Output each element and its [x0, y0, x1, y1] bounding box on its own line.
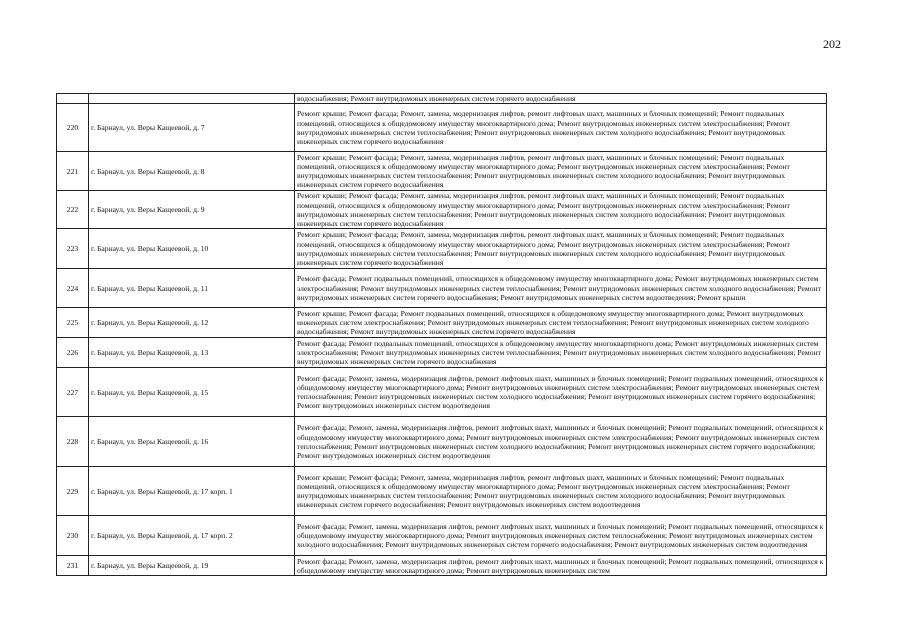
row-works: Ремонт крыши; Ремонт фасада; Ремонт, замена, модернизация лифтов, ремонт лифтовых шахт, машинных и блочных помещений; Ремонт подвальных помещений, относящихся к общедомовому имуществу многоквартирного дома; Ремонт внутридомовых инженерных систем электроснабжения; Ремонт внутридомовых инженерных систем теплоснабжения; Ремонт внутридомовых инженерных систем холодного водоснабжения; Ремонт внутридомовых инженерных систем горячего водоснабжения; Ремонт внутридомовых инженерных систем водоотведения: [295, 467, 827, 516]
table-row: [57, 269, 827, 308]
row-address: г. Барнаул, ул. Веры Кащеевой, д. 7: [89, 104, 295, 152]
row-number: 229: [57, 467, 89, 516]
row-address: г. Барнаул, ул. Веры Кащеевой, д. 17 корп. 2: [89, 516, 295, 556]
row-address: г. Барнаул, ул. Веры Кащеевой, д. 13: [89, 338, 295, 368]
row-address: г. Барнаул, ул. Веры Кащеевой, д. 19: [89, 556, 295, 576]
table-row: [57, 556, 827, 576]
row-works: Ремонт фасада; Ремонт подвальных помещений, относящихся к общедомовому имуществу многоквартирного дома; Ремонт внутридомовых инженерных систем электроснабжения; Ремонт внутридомовых инженерных систем теплоснабжения; Ремонт внутридомовых инженерных систем холодного водоснабжения; Ремонт внутридомовых инженерных систем горячего водоснабжения; Ремонт внутридомовых инженерных систем водоотведения; Ремонт крыши: [295, 269, 827, 308]
row-works: Ремонт фасада; Ремонт, замена, модернизация лифтов, ремонт лифтовых шахт, машинных и блочных помещений; Ремонт подвальных помещений, относящихся к общедомовому имуществу многоквартирного дома; Ремонт внутридомовых инженерных систем электроснабжения; Ремонт внутридомовых инженерных систем теплоснабжения; Ремонт внутридомовых инженерных систем холодного водоснабжения; Ремонт внутридомовых инженерных систем горячего водоснабжения; Ремонт внутридомовых инженерных систем водоотведения: [295, 417, 827, 467]
row-works: Ремонт крыши; Ремонт фасада; Ремонт, замена, модернизация лифтов, ремонт лифтовых шахт, машинных и блочных помещений; Ремонт подвальных помещений, относящихся к общедомовому имуществу многоквартирного дома; Ремонт внутридомовых инженерных систем электроснабжения; Ремонт внутридомовых инженерных систем теплоснабжения; Ремонт внутридомовых инженерных систем холодного водоснабжения; Ремонт внутридомовых инженерных систем горячего водоснабжения: [295, 104, 827, 152]
row-address: г. Барнаул, ул. Веры Кащеевой, д. 17 корп. 1: [89, 467, 295, 516]
row-address: [89, 94, 295, 104]
table-row: [57, 104, 827, 152]
row-number: 227: [57, 368, 89, 417]
repair-register-table: [56, 93, 827, 576]
row-works: Ремонт фасада; Ремонт, замена, модернизация лифтов, ремонт лифтовых шахт, машинных и блочных помещений; Ремонт подвальных помещений, относящихся к общедомовому имуществу многоквартирного дома; Ремонт внутридомовых инженерных систем: [295, 556, 827, 576]
row-number: 230: [57, 516, 89, 556]
row-address: г. Барнаул, ул. Веры Кащеевой, д. 15: [89, 368, 295, 417]
row-works: Ремонт крыши; Ремонт фасада; Ремонт, замена, модернизация лифтов, ремонт лифтовых шахт, машинных и блочных помещений; Ремонт подвальных помещений, относящихся к общедомовому имуществу многоквартирного дома; Ремонт внутридомовых инженерных систем электроснабжения; Ремонт внутридомовых инженерных систем теплоснабжения; Ремонт внутридомовых инженерных систем холодного водоснабжения; Ремонт внутридомовых инженерных систем горячего водоснабжения: [295, 152, 827, 191]
row-address: г. Барнаул, ул. Веры Кащеевой, д. 11: [89, 269, 295, 308]
table-row: [57, 467, 827, 516]
table-row: [57, 368, 827, 417]
row-number: 220: [57, 104, 89, 152]
row-address: г. Барнаул, ул. Веры Кащеевой, д. 16: [89, 417, 295, 467]
row-number: 228: [57, 417, 89, 467]
row-works: Ремонт крыши; Ремонт фасада; Ремонт подвальных помещений, относящихся к общедомовому имуществу многоквартирного дома; Ремонт внутридомовых инженерных систем электроснабжения; Ремонт внутридомовых инженерных систем теплоснабжения; Ремонт внутридомовых инженерных систем холодного водоснабжения; Ремонт внутридомовых инженерных систем горячего водоснабжения: [295, 308, 827, 338]
row-number: 223: [57, 229, 89, 269]
row-works: водоснабжения; Ремонт внутридомовых инженерных систем горячего водоснабжения: [295, 94, 827, 104]
row-number: 224: [57, 269, 89, 308]
table-row: [57, 94, 827, 104]
table-row: [57, 152, 827, 191]
row-address: г. Барнаул, ул. Веры Кащеевой, д. 10: [89, 229, 295, 269]
row-number: 231: [57, 556, 89, 576]
table-row: [57, 417, 827, 467]
table-row: [57, 516, 827, 556]
row-works: Ремонт фасада; Ремонт подвальных помещений, относящихся к общедомовому имуществу многоквартирного дома; Ремонт внутридомовых инженерных систем электроснабжения; Ремонт внутридомовых инженерных систем теплоснабжения; Ремонт внутридомовых инженерных систем холодного водоснабжения; Ремонт внутридомовых инженерных систем горячего водоснабжения: [295, 338, 827, 368]
row-works: Ремонт крыши; Ремонт фасада; Ремонт, замена, модернизация лифтов, ремонт лифтовых шахт, машинных и блочных помещений; Ремонт подвальных помещений, относящихся к общедомовому имуществу многоквартирного дома; Ремонт внутридомовых инженерных систем электроснабжения; Ремонт внутридомовых инженерных систем теплоснабжения; Ремонт внутридомовых инженерных систем холодного водоснабжения; Ремонт внутридомовых инженерных систем горячего водоснабжения: [295, 229, 827, 269]
row-number: 222: [57, 191, 89, 229]
table-row: [57, 338, 827, 368]
row-address: г. Барнаул, ул. Веры Кащеевой, д. 8: [89, 152, 295, 191]
table-row: [57, 191, 827, 229]
row-works: Ремонт крыши; Ремонт фасада; Ремонт, замена, модернизация лифтов, ремонт лифтовых шахт, машинных и блочных помещений; Ремонт подвальных помещений, относящихся к общедомовому имуществу многоквартирного дома; Ремонт внутридомовых инженерных систем электроснабжения; Ремонт внутридомовых инженерных систем теплоснабжения; Ремонт внутридомовых инженерных систем холодного водоснабжения; Ремонт внутридомовых инженерных систем горячего водоснабжения: [295, 191, 827, 229]
page-number: 202: [823, 37, 841, 51]
row-number: 225: [57, 308, 89, 338]
row-address: г. Барнаул, ул. Веры Кащеевой, д. 9: [89, 191, 295, 229]
row-works: Ремонт фасада; Ремонт, замена, модернизация лифтов, ремонт лифтовых шахт, машинных и блочных помещений; Ремонт подвальных помещений, относящихся к общедомовому имуществу многоквартирного дома; Ремонт внутридомовых инженерных систем электроснабжения; Ремонт внутридомовых инженерных систем теплоснабжения; Ремонт внутридомовых инженерных систем холодного водоснабжения; Ремонт внутридомовых инженерных систем горячего водоснабжения; Ремонт внутридомовых инженерных систем водоотведения: [295, 368, 827, 417]
row-number: [57, 94, 89, 104]
row-number: 226: [57, 338, 89, 368]
row-number: 221: [57, 152, 89, 191]
row-works: Ремонт фасада; Ремонт, замена, модернизация лифтов, ремонт лифтовых шахт, машинных и блочных помещений; Ремонт подвальных помещений, относящихся к общедомовому имуществу многоквартирного дома; Ремонт внутридомовых инженерных систем теплоснабжения; Ремонт внутридомовых инженерных систем холодного водоснабжения; Ремонт внутридомовых инженерных систем горячего водоснабжения; Ремонт внутридомовых инженерных систем водоотведения: [295, 516, 827, 556]
table-row: [57, 308, 827, 338]
row-address: г. Барнаул, ул. Веры Кащеевой, д. 12: [89, 308, 295, 338]
table-row: [57, 229, 827, 269]
